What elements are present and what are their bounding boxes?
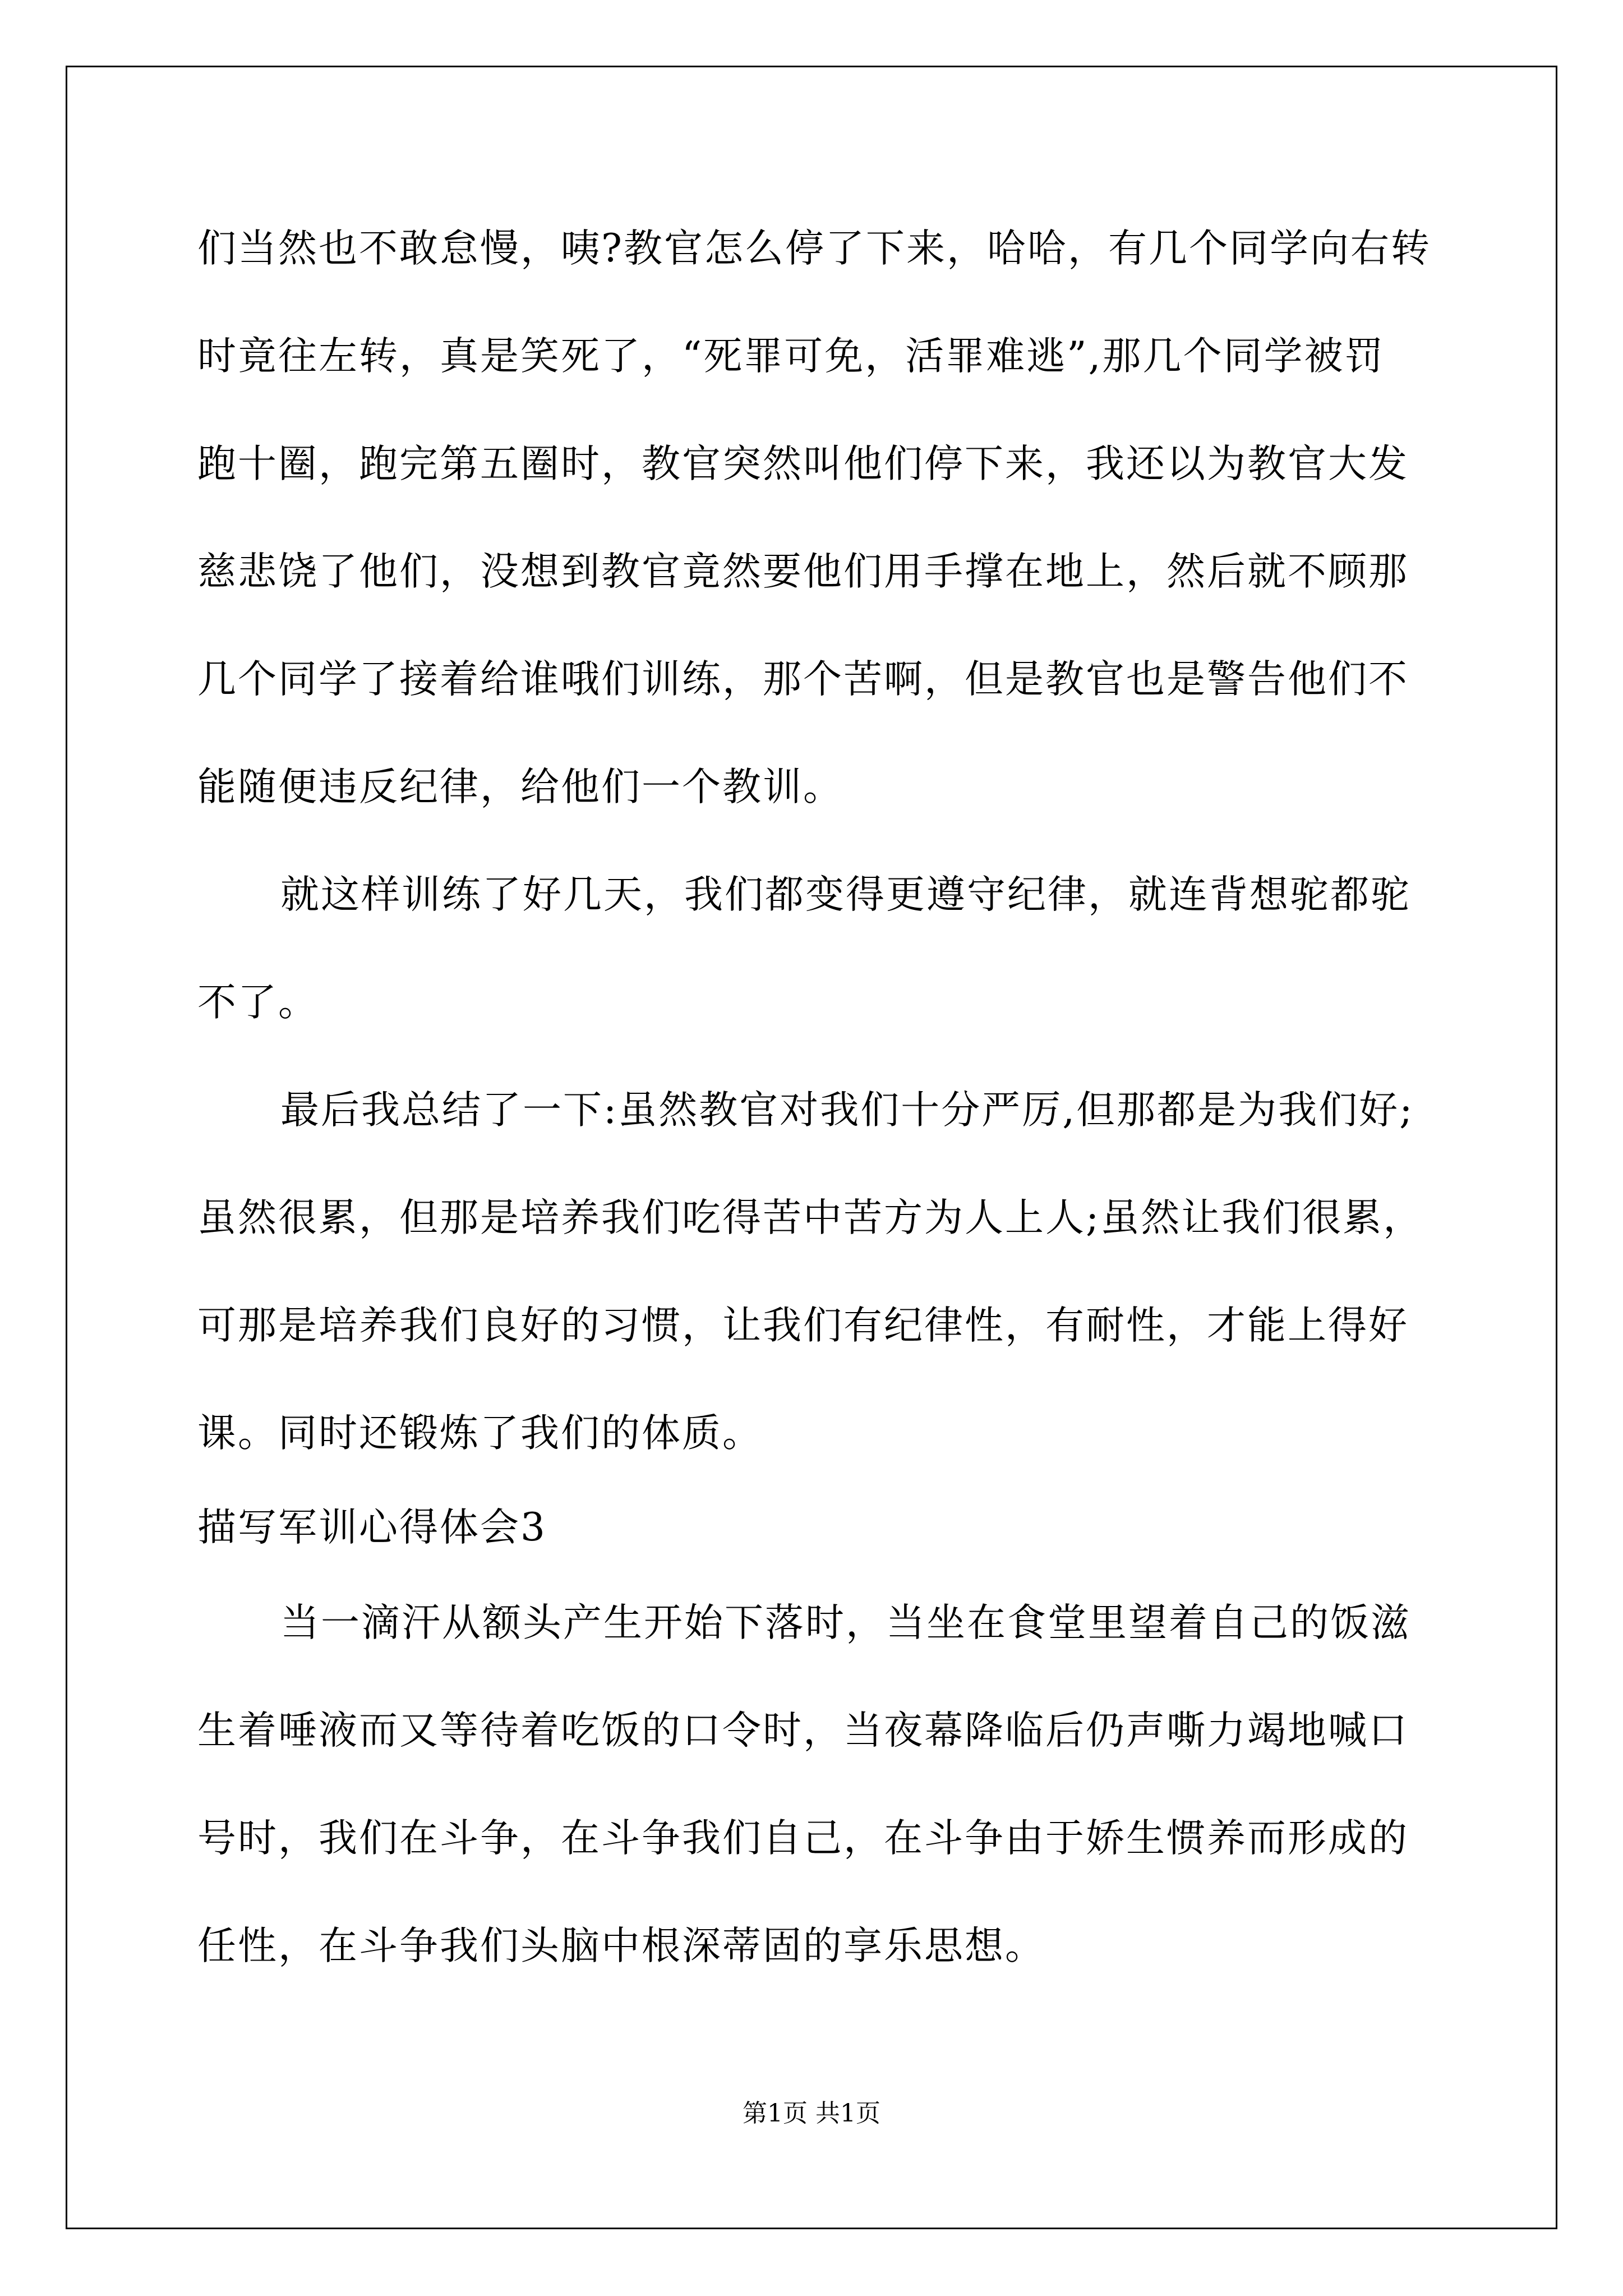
text-line-4: 慈悲饶了他们，没想到教官竟然要他们用手撑在地上，然后就不顾那 bbox=[197, 549, 1409, 594]
text-line-17: 任性，在斗争我们头脑中根深蒂固的享乐思想。 bbox=[197, 1924, 1045, 1968]
text-line-2: 时竟往左转，真是笑死了，“死罪可免，活罪难逃”,那几个同学被罚 bbox=[197, 334, 1385, 379]
text-line-3: 跑十圈，跑完第五圈时，教官突然叫他们停下来，我还以为教官大发 bbox=[197, 441, 1409, 486]
text-line-11: 可那是培养我们良好的习惯，让我们有纪律性，有耐性，才能上得好 bbox=[197, 1303, 1409, 1348]
section-heading: 描写军训心得体会3 bbox=[197, 1505, 547, 1550]
text-line-16: 号时，我们在斗争，在斗争我们自己，在斗争由于娇生惯养而形成的 bbox=[197, 1816, 1409, 1861]
text-line-12: 课。同时还锻炼了我们的体质。 bbox=[197, 1411, 763, 1456]
text-line-1: 们当然也不敢怠慢，咦?教官怎么停了下来，哈哈，有几个同学向右转 bbox=[197, 226, 1431, 271]
text-line-8: 不了。 bbox=[197, 980, 319, 1025]
text-line-6: 能随便违反纪律，给他们一个教训。 bbox=[197, 765, 843, 809]
text-line-15: 生着唾液而又等待着吃饭的口令时，当夜幕降临后仍声嘶力竭地喊口 bbox=[197, 1708, 1409, 1753]
text-line-14: 当一滴汗从额头产生开始下落时，当坐在食堂里望着自己的饭滋 bbox=[280, 1600, 1411, 1645]
text-line-5: 几个同学了接着给谁哦们训练，那个苦啊，但是教官也是警告他们不 bbox=[197, 657, 1409, 702]
page-border bbox=[66, 66, 1557, 2229]
text-line-9: 最后我总结了一下:虽然教官对我们十分严厉,但那都是为我们好; bbox=[280, 1088, 1414, 1133]
text-line-7: 就这样训练了好几天，我们都变得更遵守纪律，就连背想驼都驼 bbox=[280, 872, 1411, 917]
page-footer: 第1页 共1页 bbox=[743, 2099, 880, 2128]
text-line-10: 虽然很累，但那是培养我们吃得苦中苦方为人上人;虽然让我们很累， bbox=[197, 1195, 1424, 1240]
